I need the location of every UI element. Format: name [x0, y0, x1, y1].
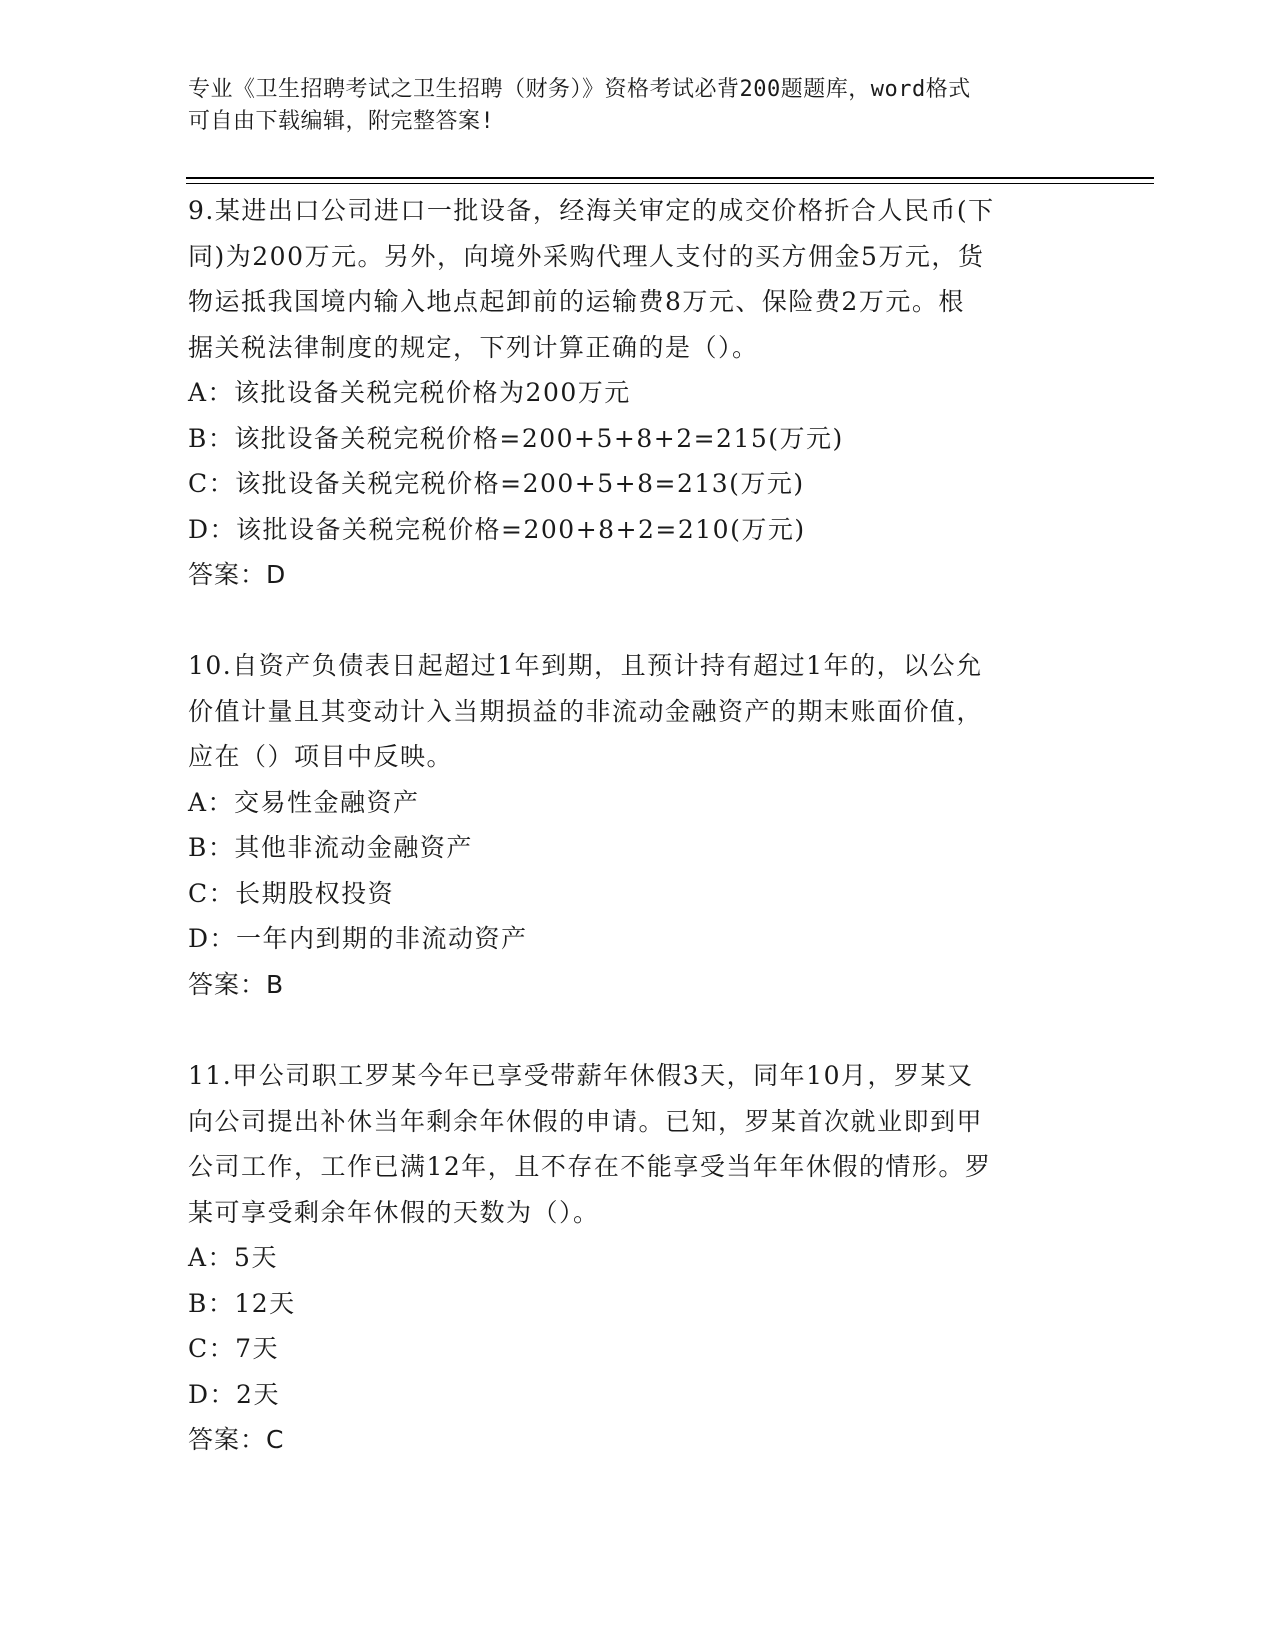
option-c: C：该批设备关税完税价格=200+5+8=213(万元)	[188, 469, 805, 498]
question-stem-line: 应在（）项目中反映。	[188, 742, 454, 771]
question-stem-line: 10.自资产负债表日起超过1年到期，且预计持有超过1年的，以公允	[188, 651, 983, 680]
question-block	[188, 1053, 1088, 1463]
question-stem-line: 9.某进出口公司进口一批设备，经海关审定的成交价格折合人民币(下	[188, 196, 995, 225]
option-a: A：交易性金融资产	[188, 787, 420, 817]
answer-label: 答案：C	[188, 1425, 285, 1454]
option-b: B：12天	[188, 1288, 296, 1318]
option-c: C：7天	[188, 1334, 280, 1363]
header-divider-thin	[186, 183, 1154, 184]
option-a: A：该批设备关税完税价格为200万元	[188, 378, 631, 407]
question-stem-line: 价值计量且其变动计入当期损益的非流动金融资产的期末账面价值，	[188, 696, 984, 726]
option-b: B：该批设备关税完税价格=200+5+8+2=215(万元)	[188, 423, 844, 453]
question-stem-line: 11.甲公司职工罗某今年已享受带薪年休假3天，同年10月，罗某又	[188, 1061, 974, 1090]
header-line-2: 可自由下载编辑，附完整答案!	[188, 109, 495, 134]
question-stem-line: 物运抵我国境内输入地点起卸前的运输费8万元、保险费2万元。根	[188, 287, 965, 316]
question-block	[188, 643, 1088, 1007]
answer-label: 答案：D	[188, 560, 287, 589]
question-stem-line: 向公司提出补休当年剩余年休假的申请。已知，罗某首次就业即到甲	[188, 1106, 984, 1136]
option-b: B：其他非流动金融资产	[188, 833, 473, 862]
option-a: A：5天	[188, 1243, 278, 1272]
option-d: D：一年内到期的非流动资产	[188, 924, 528, 953]
question-stem-line: 公司工作，工作已满12年，且不存在不能享受当年年休假的情形。罗	[188, 1152, 992, 1181]
header-divider-thick	[186, 177, 1154, 179]
question-stem-line: 据关税法律制度的规定，下列计算正确的是（）。	[188, 332, 759, 362]
question-stem-line: 同)为200万元。另外，向境外采购代理人支付的买方佣金5万元，货	[188, 241, 985, 271]
option-c: C：长期股权投资	[188, 878, 395, 908]
header-line-1: 专业《卫生招聘考试之卫生招聘（财务）》资格考试必背200题题库，word格式	[188, 77, 971, 102]
option-d: D：该批设备关税完税价格=200+8+2=210(万元)	[188, 514, 806, 544]
question-stem-line: 某可享受剩余年休假的天数为（）。	[188, 1197, 600, 1227]
document-header	[188, 74, 1068, 138]
option-d: D：2天	[188, 1379, 280, 1409]
answer-label: 答案：B	[188, 969, 285, 999]
question-block	[188, 188, 1088, 598]
